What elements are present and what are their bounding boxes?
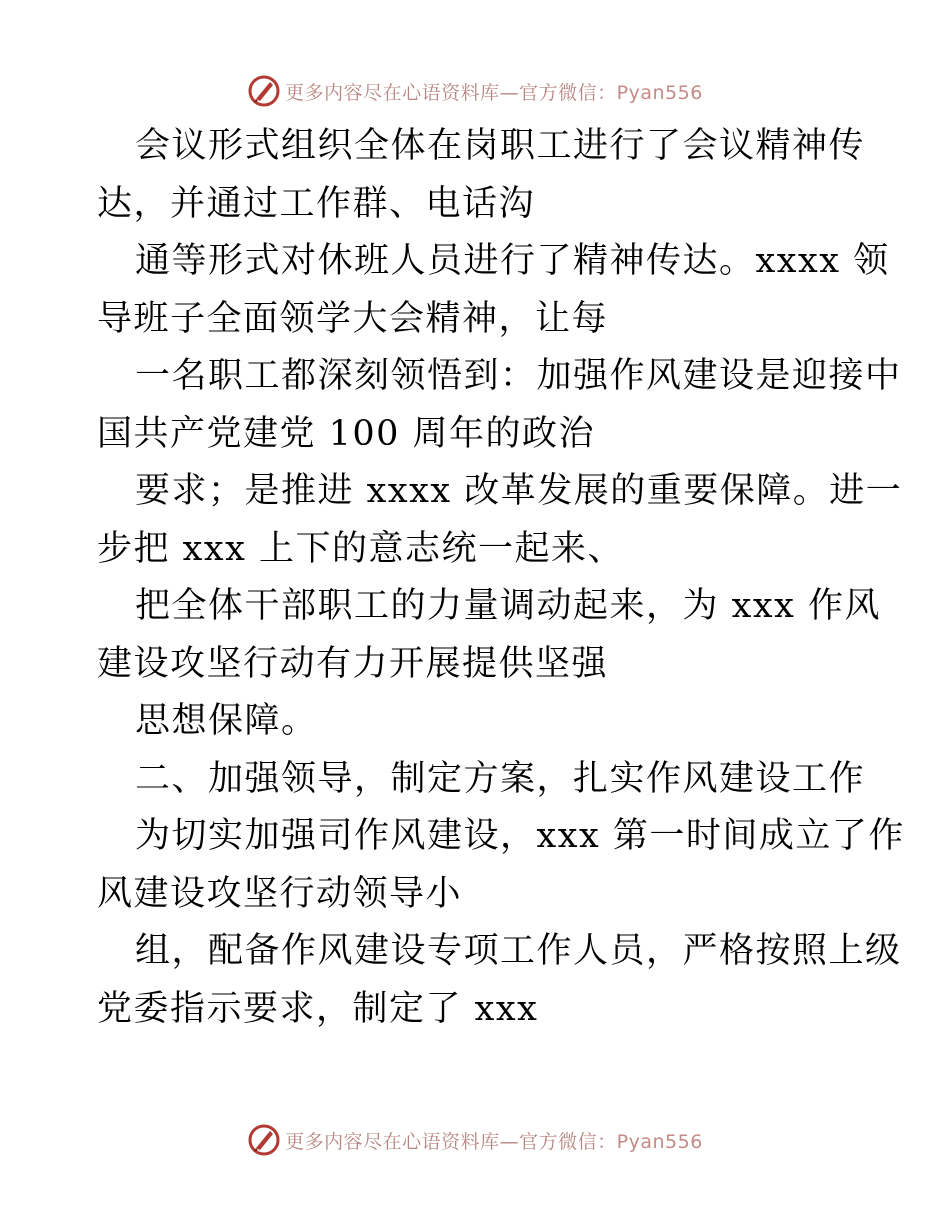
text-line: 会议形式组织全体在岗职工进行了会议精神传 <box>135 126 866 166</box>
text-line: 思想保障。 <box>135 701 318 741</box>
watermark-text: 更多内容尽在心语资料库—官方微信：Pyan556 <box>285 81 703 104</box>
text-line: 党委指示要求，制定了 xxx <box>97 988 539 1029</box>
text-line: 为切实加强司作风建设，xxx 第一时间成立了作 <box>135 816 905 856</box>
watermark-text: 更多内容尽在心语资料库—官方微信：Pyan556 <box>285 1130 703 1153</box>
text-line: 导班子全面领学大会精神，让每 <box>97 298 609 339</box>
text-line: 要求；是推进 xxxx 改革发展的重要保障。进一 <box>135 471 903 511</box>
text-line: 一名职工都深刻领悟到：加强作风建设是迎接中 <box>135 356 902 396</box>
text-line: 风建设攻坚行动领导小 <box>97 873 463 914</box>
text-line: 国共产党建党 100 周年的政治 <box>97 413 596 454</box>
quill-pen-seal-icon <box>247 74 281 108</box>
text-line: 通等形式对休班人员进行了精神传达。xxxx 领 <box>135 241 890 281</box>
text-line: 二、加强领导，制定方案，扎实作风建设工作 <box>135 758 866 799</box>
quill-pen-seal-icon <box>247 1123 281 1157</box>
text-line: 组，配备作风建设专项工作人员，严格按照上级 <box>135 931 902 971</box>
text-line: 把全体干部职工的力量调动起来，为 xxx 作风 <box>135 586 881 626</box>
header-watermark <box>0 71 950 111</box>
footer-watermark <box>0 1120 950 1160</box>
text-line: 建设攻坚行动有力开展提供坚强 <box>97 643 609 684</box>
text-line: 达，并通过工作群、电话沟 <box>97 183 536 224</box>
document-body <box>97 118 905 1038</box>
text-line: 步把 xxx 上下的意志统一起来、 <box>97 528 624 569</box>
